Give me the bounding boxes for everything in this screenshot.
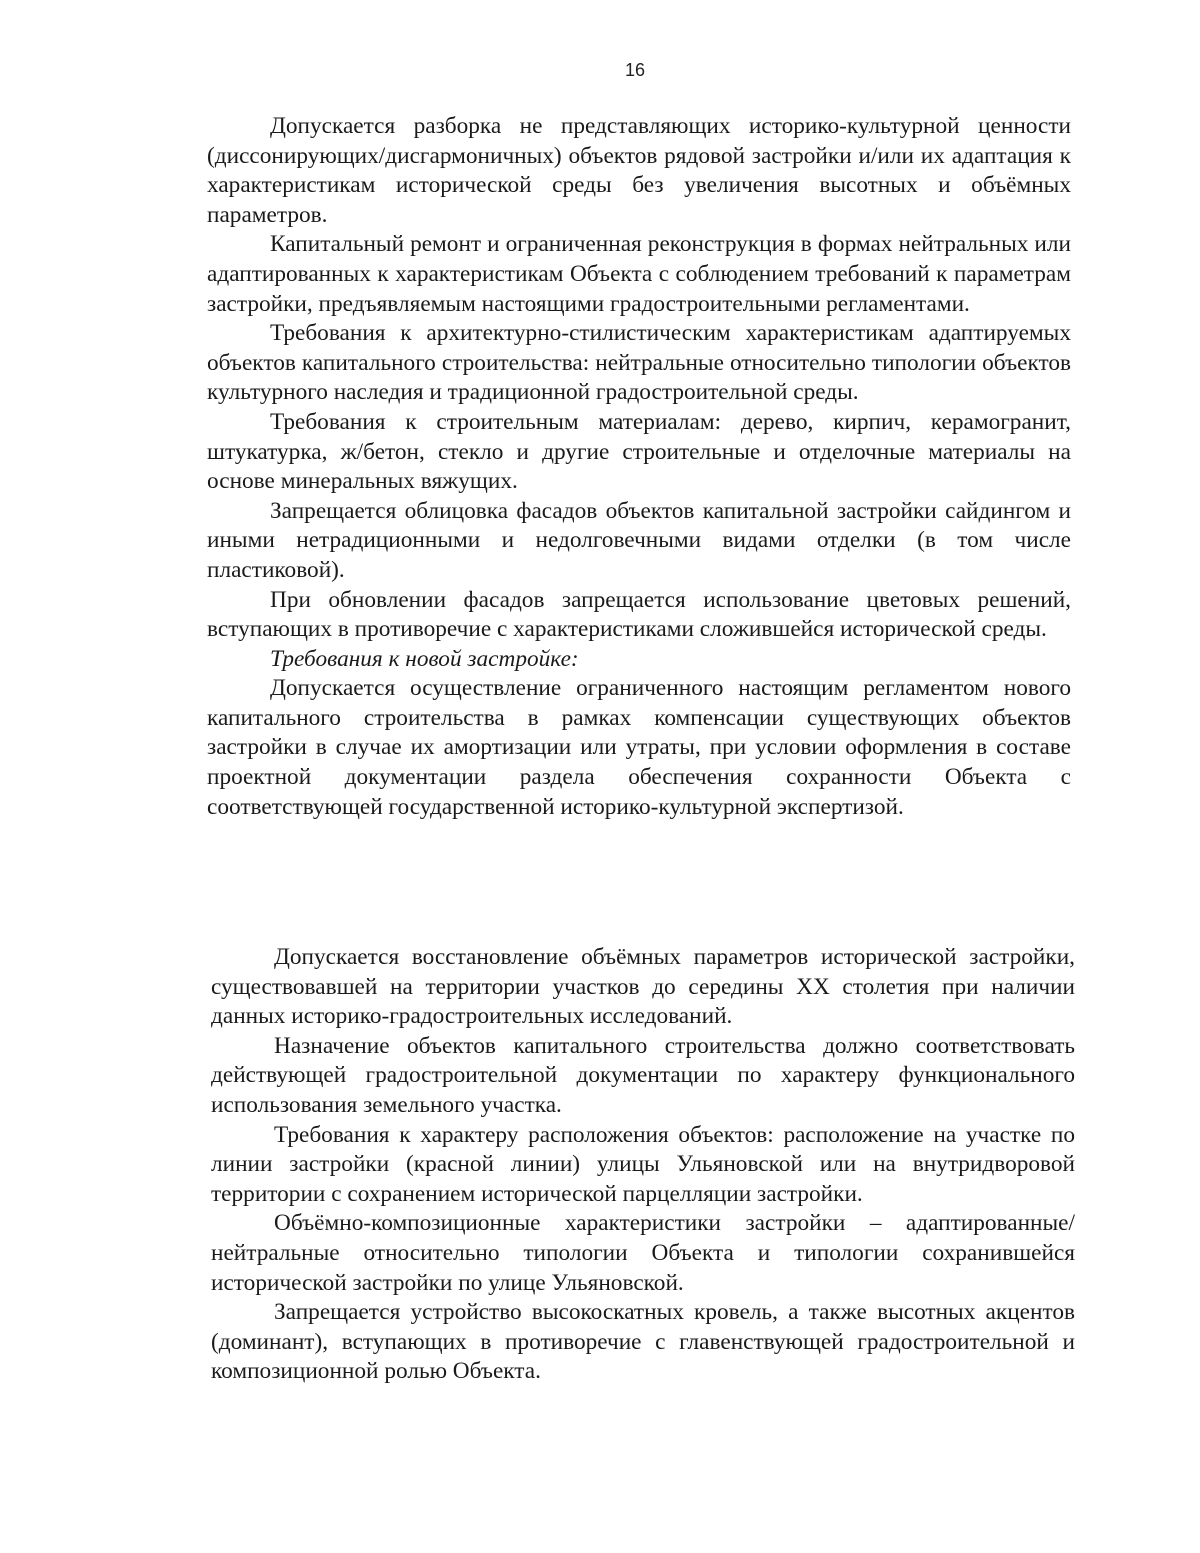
paragraph-cladding-ban: Запрещается облицовка фасадов объектов капитальной застройки сайдингом и иными нетрадиционными и недолговечными видами отделки (в том числе пластиковой). <box>207 497 1071 583</box>
paragraph-architectural-requirements: Требования к архитектурно-стилистическим характеристикам адаптируемых объектов капитального строительства: нейтральные относительно типологии объектов культурного наследия и традиционной градостроительной среды. <box>207 320 1071 406</box>
paragraph-roof-ban: Запрещается устройство высокоскатных кровель, а также высотных акцентов (доминант), вступающих в противоречие с главенствующей градостроительной и композиционной ролью Объекта. <box>211 1299 1075 1385</box>
paragraph-placement: Требования к характеру расположения объектов: расположение на участке по линии застройки (красной линии) улицы Ульяновской или на внутридворовой территории с сохранением исторической парцелляции застройки. <box>211 1121 1075 1207</box>
paragraph-capital-repair: Капитальный ремонт и ограниченная реконструкция в формах нейтральных или адаптированных к характеристикам Объекта с соблюдением требований к параметрам застройки, предъявляемым настоящими градостроительными регламентами. <box>207 231 1071 317</box>
paragraph-composition: Объёмно-композиционные характеристики застройки – адаптированные/нейтральные относительно типологии Объекта и типологии сохранившейся исторической застройки по улице Ульяновской. <box>211 1210 1075 1296</box>
paragraph-dismantling: Допускается разборка не представляющих историко-культурной ценности (диссонирующих/дисгармоничных) объектов рядовой застройки и/или их адаптация к характеристикам исторической среды без увеличения высотных и объёмных параметров. <box>207 113 1071 228</box>
document-body-upper <box>207 112 1071 822</box>
paragraph-volume-restoration: Допускается восстановление объёмных параметров исторической застройки, существовавшей на территории участков до середины XX столетия при наличии данных историко-градостроительных исследований. <box>211 944 1075 1030</box>
page-number: 16 <box>624 60 646 80</box>
document-body-lower <box>211 943 1075 1387</box>
paragraph-new-construction: Допускается осуществление ограниченного настоящим регламентом нового капитального строительства в рамках компенсации существующих объектов застройки в случае их амортизации или утраты, при условии оформления в составе проектной документации раздела обеспечения сохранности Объекта с соответствующей государственной историко-культурной экспертизой. <box>207 675 1071 820</box>
paragraph-facade-colors: При обновлении фасадов запрещается использование цветовых решений, вступающих в противоречие с характеристиками сложившейся исторической среды. <box>207 586 1071 643</box>
section-heading-new-construction: Требования к новой застройке: <box>270 645 579 672</box>
paragraph-purpose: Назначение объектов капитального строительства должно соответствовать действующей градостроительной документации по характеру функционального использования земельного участка. <box>211 1032 1075 1118</box>
paragraph-materials: Требования к строительным материалам: дерево, кирпич, керамогранит, штукатурка, ж/бетон, стекло и другие строительные и отделочные материалы на основе минеральных вяжущих. <box>207 408 1071 495</box>
